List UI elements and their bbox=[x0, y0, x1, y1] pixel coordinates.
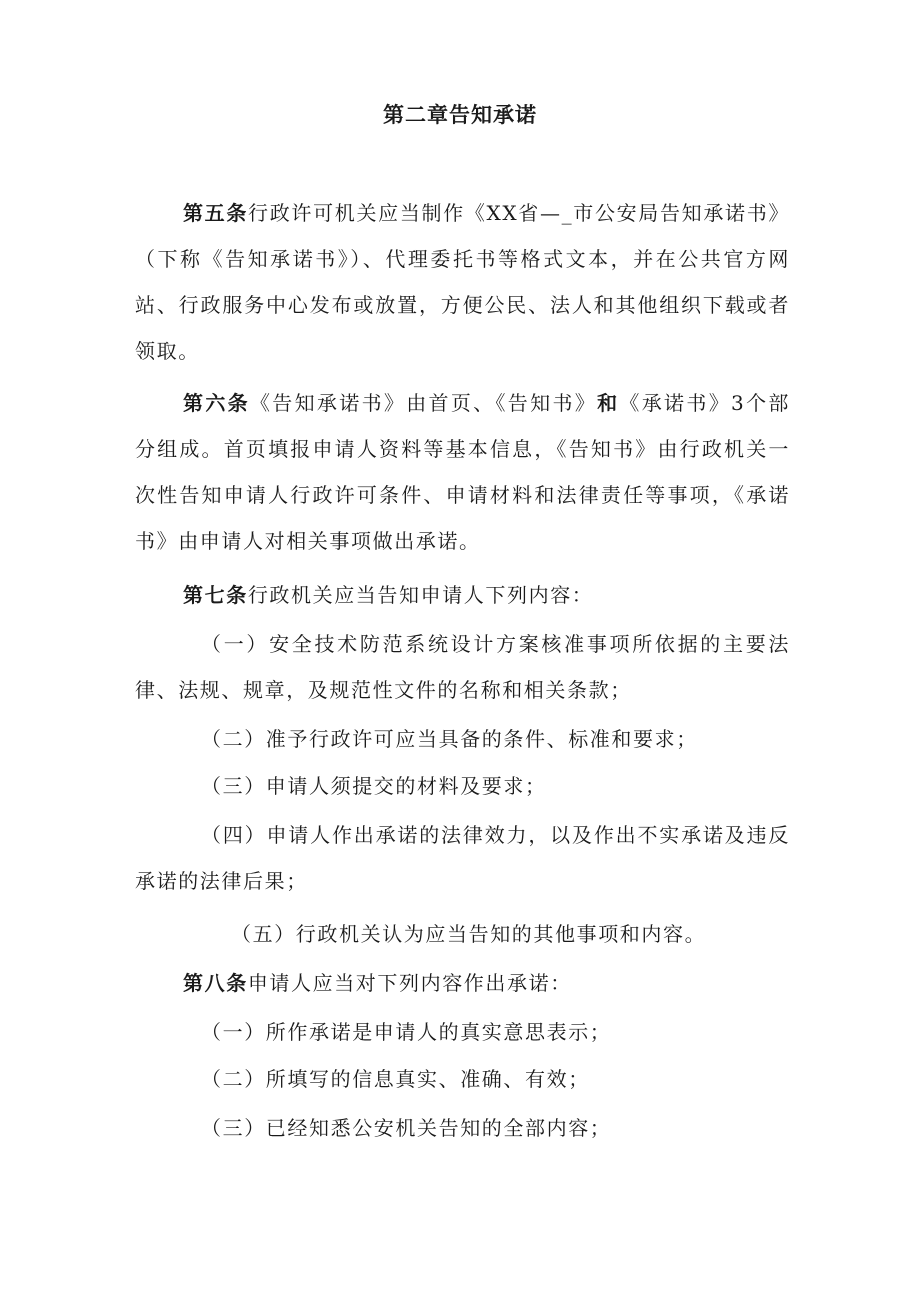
article-8 bbox=[135, 960, 790, 1006]
article-7-item-2: （二）准予行政许可应当具备的条件、标准和要求； bbox=[201, 727, 698, 751]
article-6-label: 第六条 bbox=[183, 391, 250, 415]
article-6-text-b: 《承诺书》3个部分组成。首页填报申请人资料等基本信息，《告知书》由行政机关一次性告知申请人行政许可条件、申请材料和法律责任等事项，《承诺书》由申请人对相关事项做出承诺。 bbox=[135, 391, 790, 553]
article-5-text: 行政许可机关应当制作《XX省—_市公安局告知承诺书》（下称《告知承诺书》）、代理委托书等格式文本，并在公共官方网站、行政服务中心发布或放置，方便公民、法人和其他组织下载或者领取。 bbox=[135, 201, 790, 363]
chapter-title: 第二章告知承诺 bbox=[383, 102, 537, 127]
article-8-item-2: （二）所填写的信息真实、准确、有效； bbox=[201, 1067, 590, 1091]
article-5-label: 第五条 bbox=[183, 201, 249, 225]
article-7 bbox=[135, 572, 790, 618]
article-8-label: 第八条 bbox=[183, 971, 248, 995]
article-7-item-3: （三）申请人须提交的材料及要求； bbox=[201, 774, 547, 798]
article-7-text: 行政机关应当告知申请人下列内容： bbox=[247, 583, 594, 607]
article-7-item-1: （一）安全技术防范系统设计方案核准事项所依据的主要法律、法规、规章，及规范性文件的名称和相关条款； bbox=[135, 632, 790, 702]
article-7-item-4: （四）申请人作出承诺的法律效力，以及作出不实承诺及违反承诺的法律后果； bbox=[135, 823, 790, 893]
article-6-and: 和 bbox=[597, 391, 620, 415]
article-6-text-a: 《告知承诺书》由首页、《告知书》 bbox=[249, 391, 598, 415]
article-8-item-3: （三）已经知悉公安机关告知的全部内容； bbox=[201, 1116, 612, 1140]
article-7-item-5: （五）行政机关认为应当告知的其他事项和内容。 bbox=[231, 922, 707, 946]
article-6 bbox=[135, 380, 790, 564]
article-7-label: 第七条 bbox=[183, 583, 248, 607]
article-8-item-1: （一）所作承诺是申请人的真实意思表示； bbox=[201, 1020, 612, 1044]
article-8-text: 申请人应当对下列内容作出承诺： bbox=[247, 971, 572, 995]
article-5 bbox=[135, 190, 790, 374]
